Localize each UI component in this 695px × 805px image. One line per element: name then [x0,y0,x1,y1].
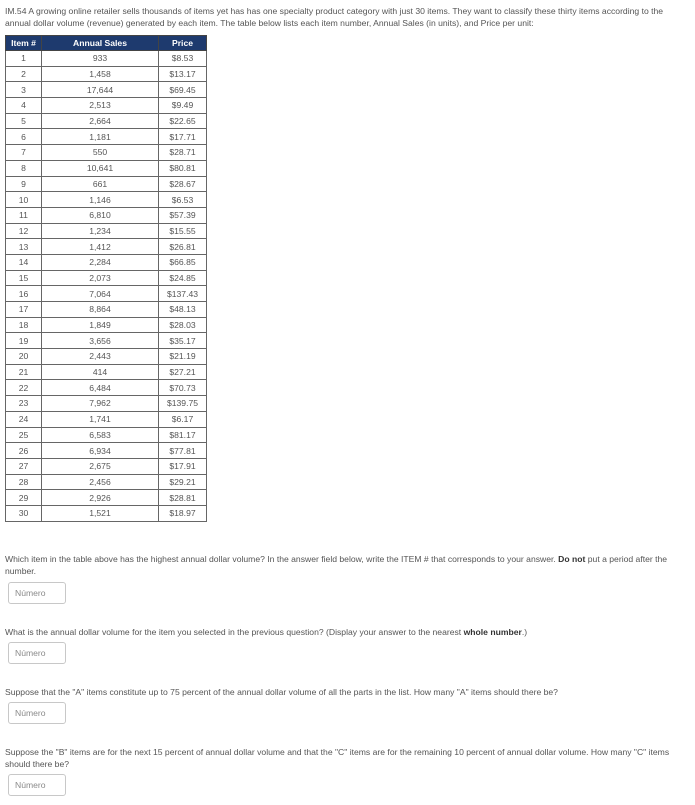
cell-annual-sales: 1,741 [42,411,159,427]
cell-item-number: 22 [6,380,42,396]
cell-price: $18.97 [159,505,207,521]
cell-item-number: 24 [6,411,42,427]
cell-annual-sales: 1,146 [42,192,159,208]
table-row [6,98,207,114]
table-row [6,427,207,443]
table-row [6,443,207,459]
items-table [5,35,207,522]
cell-item-number: 16 [6,286,42,302]
cell-price: $13.17 [159,66,207,82]
table-row [6,192,207,208]
cell-price: $70.73 [159,380,207,396]
cell-annual-sales: 414 [42,364,159,380]
cell-item-number: 10 [6,192,42,208]
table-row [6,51,207,67]
header-price: Price [159,36,207,51]
cell-annual-sales: 6,484 [42,380,159,396]
cell-price: $28.03 [159,317,207,333]
cell-annual-sales: 933 [42,51,159,67]
header-item-number: Item # [6,36,42,51]
cell-annual-sales: 10,641 [42,160,159,176]
table-row [6,396,207,412]
cell-annual-sales: 1,458 [42,66,159,82]
table-row [6,239,207,255]
table-row [6,380,207,396]
cell-price: $6.17 [159,411,207,427]
cell-annual-sales: 2,456 [42,474,159,490]
table-row [6,349,207,365]
cell-item-number: 8 [6,160,42,176]
cell-price: $26.81 [159,239,207,255]
cell-price: $80.81 [159,160,207,176]
cell-annual-sales: 7,962 [42,396,159,412]
cell-price: $8.53 [159,51,207,67]
cell-price: $29.21 [159,474,207,490]
cell-price: $57.39 [159,207,207,223]
question-2-text: What is the annual dollar volume for the item you selected in the previous question? (Display your answer to the nearest [5,627,464,637]
table-row [6,82,207,98]
table-row [6,317,207,333]
table-row [6,474,207,490]
answer-1-input[interactable] [8,582,66,604]
cell-item-number: 9 [6,176,42,192]
cell-annual-sales: 7,064 [42,286,159,302]
cell-annual-sales: 550 [42,145,159,161]
table-row [6,113,207,129]
cell-annual-sales: 2,926 [42,490,159,506]
table-row [6,176,207,192]
cell-price: $28.81 [159,490,207,506]
cell-price: $48.13 [159,302,207,318]
table-row [6,302,207,318]
cell-annual-sales: 1,521 [42,505,159,521]
table-header-row [6,36,207,51]
cell-item-number: 19 [6,333,42,349]
table-row [6,505,207,521]
cell-item-number: 18 [6,317,42,333]
cell-item-number: 30 [6,505,42,521]
cell-price: $17.91 [159,458,207,474]
cell-annual-sales: 2,284 [42,254,159,270]
cell-price: $28.67 [159,176,207,192]
table-row [6,254,207,270]
question-1-text: Which item in the table above has the highest annual dollar volume? In the answer field below, write the ITEM # that corresponds to your answer. [5,554,559,564]
cell-item-number: 15 [6,270,42,286]
question-4 [5,746,685,770]
cell-price: $77.81 [159,443,207,459]
cell-price: $35.17 [159,333,207,349]
cell-item-number: 3 [6,82,42,98]
cell-item-number: 6 [6,129,42,145]
table-row [6,270,207,286]
cell-item-number: 26 [6,443,42,459]
table-row [6,207,207,223]
cell-annual-sales: 1,849 [42,317,159,333]
question-2-text-after: .) [521,627,528,637]
cell-item-number: 2 [6,66,42,82]
cell-price: $9.49 [159,98,207,114]
cell-item-number: 7 [6,145,42,161]
cell-annual-sales: 2,675 [42,458,159,474]
question-4-text: Suppose the "B" items are for the next 15 percent of annual dollar volume and that the "C" items are for the remaining 10 percent of annual dollar volume. How many "C" items should there be? [5,747,670,769]
question-2-bold: whole number [463,627,522,637]
question-3-text: Suppose that the "A" items constitute up to 75 percent of the annual dollar volume of all the parts in the list. How many "A" items should there be? [5,687,558,697]
cell-price: $139.75 [159,396,207,412]
cell-item-number: 1 [6,51,42,67]
question-3 [5,686,685,698]
table-row [6,66,207,82]
header-annual-sales: Annual Sales [42,36,159,51]
cell-item-number: 4 [6,98,42,114]
table-row [6,333,207,349]
cell-price: $22.65 [159,113,207,129]
table-row [6,286,207,302]
cell-item-number: 28 [6,474,42,490]
question-2 [5,626,685,638]
table-row [6,364,207,380]
cell-annual-sales: 2,073 [42,270,159,286]
cell-annual-sales: 6,583 [42,427,159,443]
cell-item-number: 23 [6,396,42,412]
cell-annual-sales: 6,810 [42,207,159,223]
cell-item-number: 12 [6,223,42,239]
cell-annual-sales: 3,656 [42,333,159,349]
answer-3-input[interactable] [8,702,66,724]
problem-intro: IM.54 A growing online retailer sells thousands of items yet has has one specialty product category with just 30 items. They want to classify these thirty items according to the annual dollar volume (revenue) generated by each item. The table below lists each item number, Annual Sales (in units), and Price per unit: [5,6,664,28]
table-row [6,490,207,506]
table-row [6,160,207,176]
table-row [6,223,207,239]
cell-price: $66.85 [159,254,207,270]
cell-price: $17.71 [159,129,207,145]
cell-item-number: 11 [6,207,42,223]
cell-item-number: 13 [6,239,42,255]
cell-annual-sales: 1,234 [42,223,159,239]
table-row [6,145,207,161]
cell-price: $24.85 [159,270,207,286]
cell-annual-sales: 6,934 [42,443,159,459]
question-1 [5,553,685,577]
answer-4-input[interactable] [8,774,66,796]
cell-item-number: 17 [6,302,42,318]
cell-annual-sales: 1,412 [42,239,159,255]
cell-item-number: 14 [6,254,42,270]
table-row [6,411,207,427]
answer-2-input[interactable] [8,642,66,664]
cell-price: $27.21 [159,364,207,380]
cell-price: $81.17 [159,427,207,443]
cell-item-number: 20 [6,349,42,365]
table-row [6,129,207,145]
cell-annual-sales: 2,513 [42,98,159,114]
cell-item-number: 5 [6,113,42,129]
cell-item-number: 25 [6,427,42,443]
cell-price: $21.19 [159,349,207,365]
cell-annual-sales: 17,644 [42,82,159,98]
cell-item-number: 21 [6,364,42,380]
cell-annual-sales: 2,443 [42,349,159,365]
cell-price: $28.71 [159,145,207,161]
cell-price: $6.53 [159,192,207,208]
cell-item-number: 27 [6,458,42,474]
table-row [6,458,207,474]
cell-annual-sales: 2,664 [42,113,159,129]
cell-annual-sales: 1,181 [42,129,159,145]
cell-annual-sales: 8,864 [42,302,159,318]
cell-price: $137.43 [159,286,207,302]
cell-annual-sales: 661 [42,176,159,192]
cell-price: $69.45 [159,82,207,98]
question-1-bold: Do not [558,554,586,564]
question-1-text-after: put a period after the number. [5,554,668,576]
cell-item-number: 29 [6,490,42,506]
cell-price: $15.55 [159,223,207,239]
